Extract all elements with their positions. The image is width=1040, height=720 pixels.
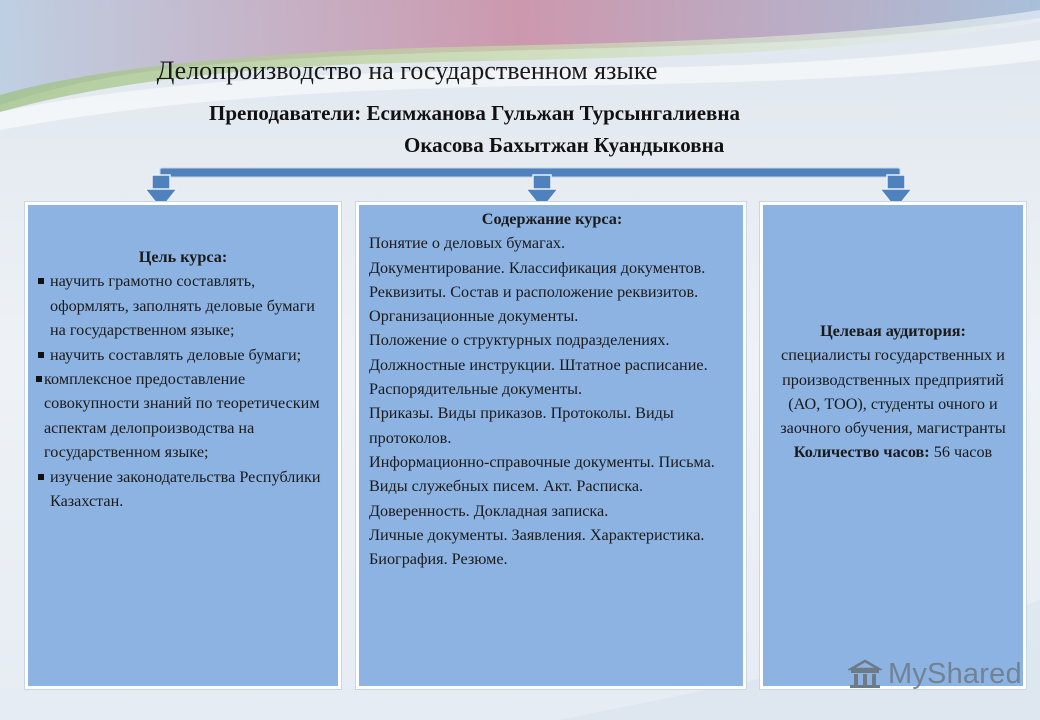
content-line: Документирование. Классификация документов. [369, 258, 706, 277]
content-heading: Содержание курса: [481, 210, 623, 228]
goal-heading: Цель курса: [138, 248, 228, 266]
goal-item: изучение законодательства Республики Казахстан. [36, 465, 330, 514]
hours-line [773, 440, 1013, 464]
content-line: Приказы. Виды приказов. Протоколы. Виды протоколов. [369, 404, 674, 447]
audience-text: специалисты государственных и производственных предприятий (АО, ТОО), студенты очного и заочного обучения, магистранты [780, 346, 1006, 438]
content-line: Личные документы. Заявления. Характеристика. Биография. Резюме. [369, 525, 705, 569]
content-line: Положение о структурных подразделениях. Должностные инструкции. Штатное расписание. [369, 331, 708, 374]
building-icon [848, 658, 882, 690]
content-box [356, 202, 746, 689]
audience-box [760, 202, 1026, 689]
slide-title [0, 56, 1040, 86]
content-line: Реквизиты. Состав и расположение реквизитов. [369, 282, 699, 301]
content-line: Понятие о деловых бумагах. [369, 234, 566, 253]
goal-item: комплексное предоставление совокупности знаний по теоретическим аспектам делопроизводства на государственном языке; [36, 367, 330, 465]
teachers-line-1: Преподаватели: Есимжанова Гульжан Турсынгалиевна [209, 101, 740, 125]
audience-heading: Целевая аудитория: [820, 322, 966, 340]
hours-value: 56 часов [929, 443, 993, 462]
slide-title-text: Делопроизводство на государственном языке [156, 56, 658, 85]
content-line: Распорядительные документы. [369, 380, 582, 399]
hours-label: Количество часов: [793, 443, 930, 462]
connector-bar [160, 168, 900, 177]
logo-text: MyShared [888, 657, 1022, 690]
content-line: Организационные документы. [369, 307, 579, 326]
goal-box [25, 202, 341, 689]
teachers-line-2: Окасова Бахытжан Куандыковна [404, 133, 725, 157]
content-line: Информационно-справочные документы. Письма. Виды служебных писем. Акт. Расписка. Доверенность. Докладная записка. [369, 452, 715, 520]
goal-item: научить грамотно составлять, оформлять, заполнять деловые бумаги на государственном языке; [36, 269, 330, 342]
goal-item: научить составлять деловые бумаги; [36, 343, 330, 367]
myshared-logo [848, 656, 1022, 692]
